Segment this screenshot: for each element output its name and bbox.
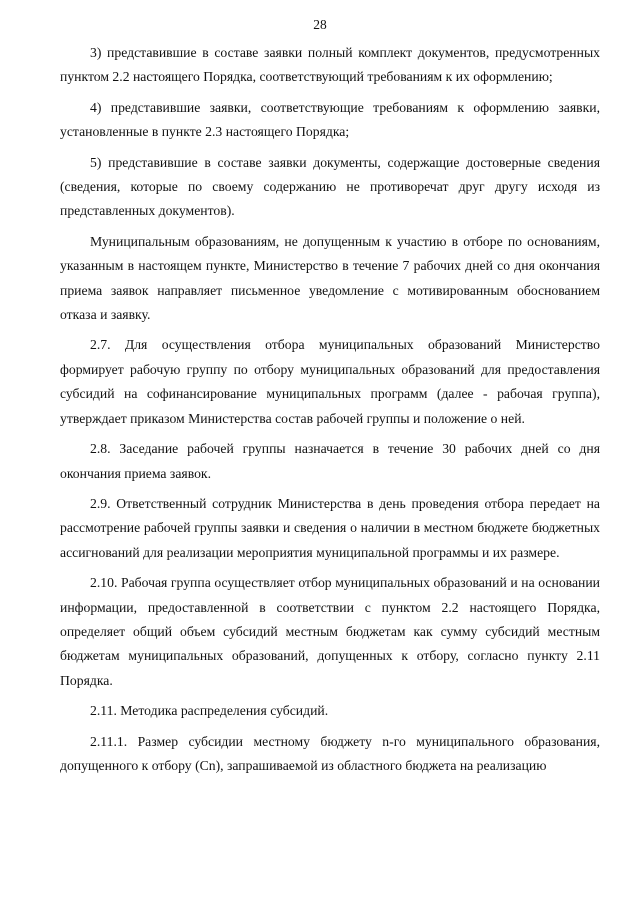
paragraph-item-4: 4) представившие заявки, соответствующие требованиям к оформлению заявки, установленные в пункте 2.3 настоящего Порядка; [60,99,600,140]
paragraph-rejection-notice: Муниципальным образованиям, не допущенным к участию в отборе по основаниям, указанным в настоящем пункте, Министерство в течение 7 рабочих дней со дня окончания приема заявок направляет письменное уведомление с мотивированным обоснованием отказа и заявку. [60,233,600,323]
paragraph-item-5: 5) представившие в составе заявки документы, содержащие достоверные сведения (сведения, которые по своему содержанию не противоречат друг другу исходя из представленных документов). [60,154,600,219]
paragraph-2-10: 2.10. Рабочая группа осуществляет отбор муниципальных образований и на основании информации, предоставленной в соответствии с пунктом 2.2 настоящего Порядка, определяет общий объем субсидий местным бюджетам как сумму субсидий местным бюджетам муниципальных образований, допущенных к отбору, согласно пункту 2.11 Порядка. [60,575,600,688]
paragraph-2-7: 2.7. Для осуществления отбора муниципальных образований Министерство формирует рабочую группу по отбору муниципальных образований для предоставления субсидий на софинансирование муниципальных программ (далее - рабочая группа), утверждает приказом Министерства состав рабочей группы и положение о ней. [60,337,600,426]
paragraph-2-11: 2.11. Методика распределения субсидий. [90,703,329,719]
page-number: 28 [313,17,327,32]
paragraph-2-11-1: 2.11.1. Размер субсидии местному бюджету n-го муниципального образования, допущенного к отбору (Cn), запрашиваемой из областного бюджета на реализацию [60,733,600,773]
paragraph-2-8: 2.8. Заседание рабочей группы назначается в течение 30 рабочих дней со дня окончания приема заявок. [60,441,600,481]
paragraph-2-9: 2.9. Ответственный сотрудник Министерства в день проведения отбора передает на рассмотрение рабочей группы заявки и сведения о наличии в местном бюджете бюджетных ассигнований для реализации мероприятия муниципальной программы и их размере. [60,495,600,560]
document-body [60,41,600,784]
paragraph-item-3: 3) представившие в составе заявки полный комплект документов, предусмотренных пунктом 2.2 настоящего Порядка, соответствующий требованиям к их оформлению; [60,45,600,85]
